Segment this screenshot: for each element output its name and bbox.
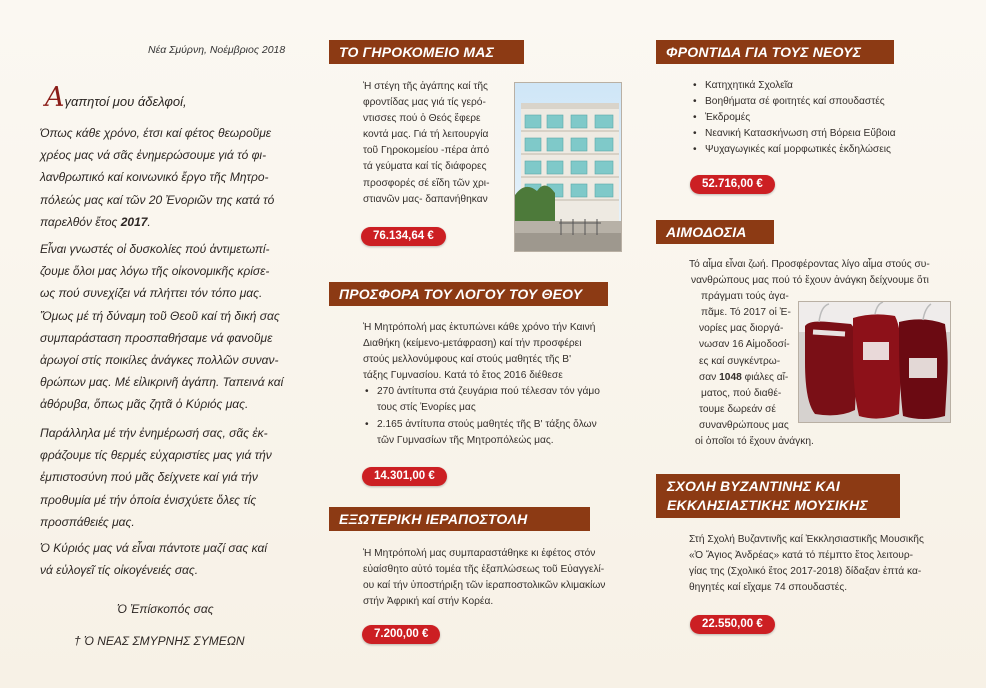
text-line: στούς μελλονύμφους καί στούς μαθητές τῆς Β' — [363, 354, 572, 366]
text-line: ως πού συνεχίζει νά πλήττει τόν τόπο μας. — [40, 286, 263, 301]
text-line: ἐμπιστοσύνη πού μᾶς δείχνετε καί γιά τήν — [40, 470, 258, 485]
text-line: συνανθρώπους μας — [699, 419, 789, 431]
text-line: πᾶμε. Τό 2017 οἱ Ἐ- — [701, 307, 791, 319]
text-line: Ἡ Μητρόπολή μας ἐκτυπώνει κάθε χρόνο τήν Καινή — [363, 322, 596, 333]
blood-bags-photo — [798, 301, 951, 423]
word-of-god-text — [363, 320, 625, 449]
text-line: γίας της (Σχολικό ἔτος 2017-2018) δίδαξαν ἑπτά κα- — [689, 566, 922, 578]
text-line: θηγητές καί εἴχαμε 74 σπουδαστές. — [689, 582, 848, 594]
text-line: Ἡ Μητρόπολή μας συμπαραστάθηκε κι ἐφέτος στόν — [363, 548, 596, 559]
text-line: «Ὁ Ἅγιος Ἀνδρέας» κατά τό πέμπτο ἔτος λειτουρ- — [689, 550, 914, 562]
text-line: νωσαν 16 Αἱμοδοσί- — [699, 339, 790, 351]
amount-badge-youth: 52.716,00 € — [690, 175, 775, 194]
salutation-text: γαπητοί μου άδελφοί, — [64, 94, 187, 109]
list-item: • Ψυχαγωγικές καί μορφωτικές ἐκδηλώσεις — [691, 142, 951, 158]
text-line: νά εὐλογεῖ τίς οἰκογένειές σας. — [40, 563, 199, 578]
section-header-nursing-home: ΤΟ ΓΗΡΟΚΟΜΕΙΟ ΜΑΣ — [329, 40, 524, 64]
text-line: θρώπων μας. Μέ εἰλικρινῆ ἀγάπη. Ταπεινά καί — [40, 375, 284, 390]
text-line: φράζουμε τίς θερμές εὐχαριστίες μας γιά τήν — [40, 448, 272, 463]
amount-badge-nursing-home: 76.134,64 € — [361, 227, 446, 246]
text-line: ντισσες πού ὁ Θεός ἔφερε — [363, 113, 481, 125]
text-line: ἀθόρυβα, ὅπως μᾶς ζητᾶ ὁ Κύριός μας. — [40, 397, 249, 412]
text-line: ες καί συγκέντρω- — [699, 355, 781, 367]
text-line: πράγματι τούς ἀγα- — [701, 291, 789, 303]
text-line: Τό αἷμα εἶναι ζωή. Προσφέροντας λίγο αἷμα στούς συ- — [689, 259, 930, 270]
list-item: • Ἐκδρομές — [691, 110, 951, 126]
youth-activities-list — [691, 78, 951, 158]
text-line: σαν 1048 φιάλες αἵ- — [699, 371, 789, 383]
distribution-list — [363, 384, 625, 448]
section-header-external-mission: ΕΞΩΤΕΡΙΚΗ ΙΕΡΑΠΟΣΤΟΛΗ — [329, 507, 590, 531]
text-line: Στή Σχολή Βυζαντινῆς καί Ἐκκλησιαστικῆς Μουσικῆς — [689, 534, 924, 545]
amount-badge-byzantine-music: 22.550,00 € — [690, 615, 775, 634]
letter-closing: Ὁ Ἐπίσκοπός σας — [117, 602, 214, 616]
text-line: προσφορές σέ εἴδη τῶν χρι- — [363, 177, 490, 189]
text-line: τά γεύματα καί τίς διάφορες — [363, 161, 487, 173]
text-line: Παράλληλα μέ τήν ἐνημέρωσή σας, σᾶς ἐκ- — [40, 426, 268, 440]
text-line: πόλεώς μας καί τῶν 20 Ἐνοριῶν της κατά τό — [40, 192, 275, 207]
text-line: τάξης Γυμνασίου. Κατά τό ἔτος 2016 διέθεσε — [363, 370, 563, 382]
amount-badge-word-of-god: 14.301,00 € — [362, 467, 447, 486]
youth-text — [691, 78, 951, 158]
list-item: • Βοηθήματα σέ φοιτητές καί σπουδαστές — [691, 94, 951, 110]
text-line: λανθρωπικό καί κοινωνικό ἔργο τῆς Μητρο- — [40, 170, 269, 185]
text-line: παρελθόν ἔτος 2017. — [40, 214, 151, 229]
text-line: Όπως κάθε χρόνο, έτσι καί φέτος θεωροῦμε — [40, 126, 272, 140]
list-item: • Νεανική Κατασκήνωση στή Βόρεια Εὔβοια — [691, 126, 951, 142]
letter-paragraph-3 — [40, 422, 298, 533]
byzantine-music-text — [689, 532, 961, 596]
external-mission-text — [363, 546, 633, 610]
text-line: στήν Ἀφρική καί στήν Κορέα. — [363, 596, 494, 608]
amount-badge-external-mission: 7.200,00 € — [362, 625, 440, 644]
header-line: ΕΚΚΛΗΣΙΑΣΤΙΚΗΣ ΜΟΥΣΙΚΗΣ — [667, 497, 868, 513]
letter-salutation — [45, 84, 187, 111]
text-line: προσπάθειές μας. — [40, 514, 135, 529]
letter-paragraph-4 — [40, 537, 298, 581]
text-line: Ὅμως μέ τή δύναμη τοῦ Θεοῦ καί τή δική σας — [40, 308, 280, 323]
section-header-word-of-god: ΠΡΟΣΦΟΡΑ ΤΟΥ ΛΟΓΟΥ ΤΟΥ ΘΕΟΥ — [329, 282, 608, 306]
list-item: • 2.165 ἀντίτυπα στούς μαθητές τῆς Β' τάξης ὅλων τῶν Γυμνασίων τῆς Μητροπόλεώς μας. — [363, 417, 625, 449]
text-line: εὐαίσθητο αὐτό τομέα τῆς ἐξαπλώσεως τοῦ Εὐαγγελί- — [363, 564, 605, 576]
section-header-byzantine-music — [656, 474, 900, 518]
blood-bottles-count: 1048 — [719, 371, 742, 383]
letter-date: Νέα Σμύρνη, Νοέμβριος 2018 — [148, 44, 286, 56]
text-line: νανθρώπους μας πού τό ἔχουν ἀνάγκη δείχνουμε ὅτι — [691, 275, 929, 287]
list-item: • Κατηχητικά Σχολεῖα — [691, 78, 951, 94]
text-line: Εἶναι γνωστές οἱ δυσκολίες πού ἀντιμετωπί- — [40, 242, 270, 256]
nursing-home-building-photo — [514, 82, 622, 252]
letter-signature: † Ὁ ΝΕΑΣ ΣΜΥΡΝΗΣ ΣΥΜΕΩΝ — [74, 634, 245, 648]
year-highlight: 2017 — [120, 214, 148, 229]
text-line: κοντά μας. Γιά τή λειτουργία — [363, 129, 489, 141]
text-line: ου καί τήν ὑποστήριξη τῶν ἱεραποστολικῶν κλιμακίων — [363, 580, 606, 592]
text-line: χρέος μας νά σᾶς ἐνημερώσουμε γιά τό φι- — [40, 148, 267, 163]
text-line: ματος, πού διαθέ- — [701, 387, 782, 399]
text-line: φροντίδας μας γιά τίς γερό- — [363, 97, 486, 109]
salutation-initial: Α — [45, 82, 65, 113]
text-line: συμπαράσταση προσπαθήσαμε νά φανοῦμε — [40, 330, 273, 345]
section-header-youth: ΦΡΟΝΤΙΔΑ ΓΙΑ ΤΟΥΣ ΝΕΟΥΣ — [656, 40, 894, 64]
text-line: Ὁ Κύριός μας νά εἶναι πάντοτε μαζί σας καί — [40, 541, 268, 555]
list-item: • 270 ἀντίτυπα στά ζευγάρια πού τέλεσαν τόν γάμο τους στίς Ἐνορίες μας — [363, 384, 625, 416]
text-line: Ἡ στέγη τῆς ἀγάπης καί τῆς — [363, 81, 488, 92]
text-line: τουμε δωρεάν σέ — [699, 403, 776, 415]
text-line: νορίες μας διοργά- — [699, 323, 784, 335]
text-line: ἀρωγοί στίς ποικίλες ἀνάγκες πολλῶν συναν- — [40, 353, 279, 368]
letter-paragraph-2 — [40, 238, 298, 416]
header-line: ΣΧΟΛΗ ΒΥΖΑΝΤΙΝΗΣ ΚΑΙ — [667, 478, 840, 494]
text-line: τοῦ Γηροκομείου -πέρα ἀπό — [363, 145, 490, 157]
text-line: στιανῶν μας- δαπανήθηκαν — [363, 193, 488, 205]
text-line: Διαθήκη (κείμενο-μετάφραση) καί τήν προσφέρει — [363, 338, 582, 350]
section-header-blood-donation: ΑΙΜΟΔΟΣΙΑ — [656, 220, 774, 244]
letter-paragraph-1 — [40, 122, 298, 233]
text-line: προθυμία μέ τήν ὁποία ἐνισχύετε ὅλες τίς — [40, 492, 257, 507]
nursing-home-text — [363, 79, 513, 208]
text-line: οἱ ὁποῖοι τό ἔχουν ἀνάγκη. — [695, 436, 814, 448]
text-line: ζουμε ὅλοι μας λόγω τῆς οἰκονομικῆς κρίσε- — [40, 264, 270, 279]
